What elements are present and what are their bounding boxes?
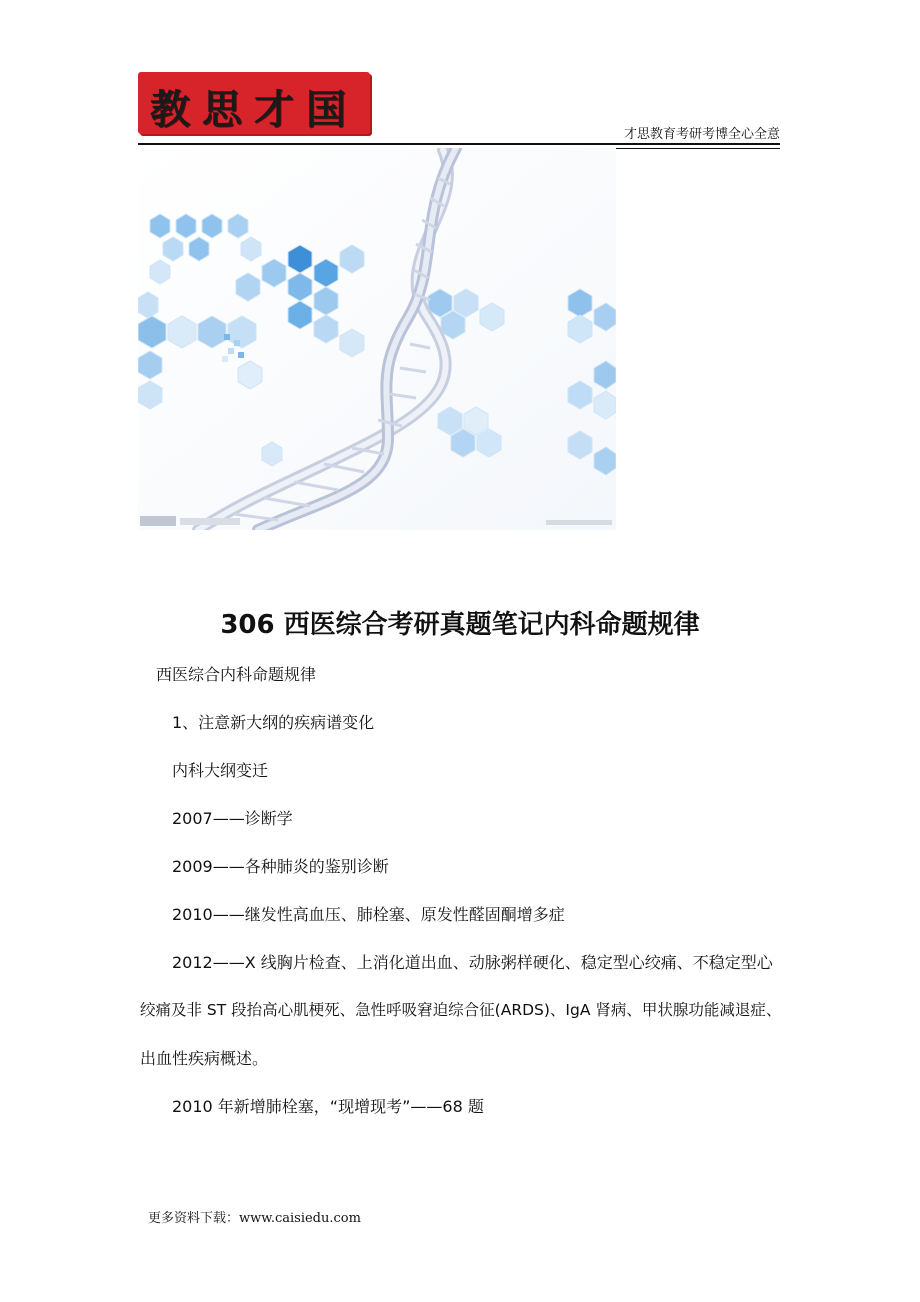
paragraph: 1、注意新大纲的疾病谱变化 <box>172 713 375 732</box>
header-rule-thick <box>138 143 780 145</box>
footer-download-link[interactable]: 更多资料下载：www.caisiedu.com <box>148 1211 361 1226</box>
paragraph: 2009——各种肺炎的鉴别诊断 <box>172 857 389 876</box>
dna-helix-icon <box>138 148 616 530</box>
paragraph: 绞痛及非 ST 段抬高心肌梗死、急性呼吸窘迫综合征(ARDS)、IgA 肾病、甲状腺功能减退症、 <box>140 1001 782 1019</box>
paragraph: 2010 年新增肺栓塞，“现增现考”——68 题 <box>172 1097 484 1116</box>
paragraph: 2007——诊断学 <box>172 809 293 828</box>
brand-logo <box>138 72 370 134</box>
header-tagline: 才思教育考研考博全心全意 <box>623 127 780 142</box>
paragraph: 内科大纲变迁 <box>172 761 269 780</box>
logo-text: 教思才国 <box>150 86 358 133</box>
paragraph: 西医综合内科命题规律 <box>156 665 317 684</box>
paragraph: 2010——继发性高血压、肺栓塞、原发性醛固酮增多症 <box>172 905 565 924</box>
dna-banner-image <box>138 148 616 530</box>
paragraph: 出血性疾病概述。 <box>140 1049 269 1068</box>
document-title: 306 西医综合考研真题笔记内科命题规律 <box>220 610 700 640</box>
paragraph: 2012——X 线胸片检查、上消化道出血、动脉粥样硬化、稳定型心绞痛、不稳定型心 <box>172 953 773 972</box>
